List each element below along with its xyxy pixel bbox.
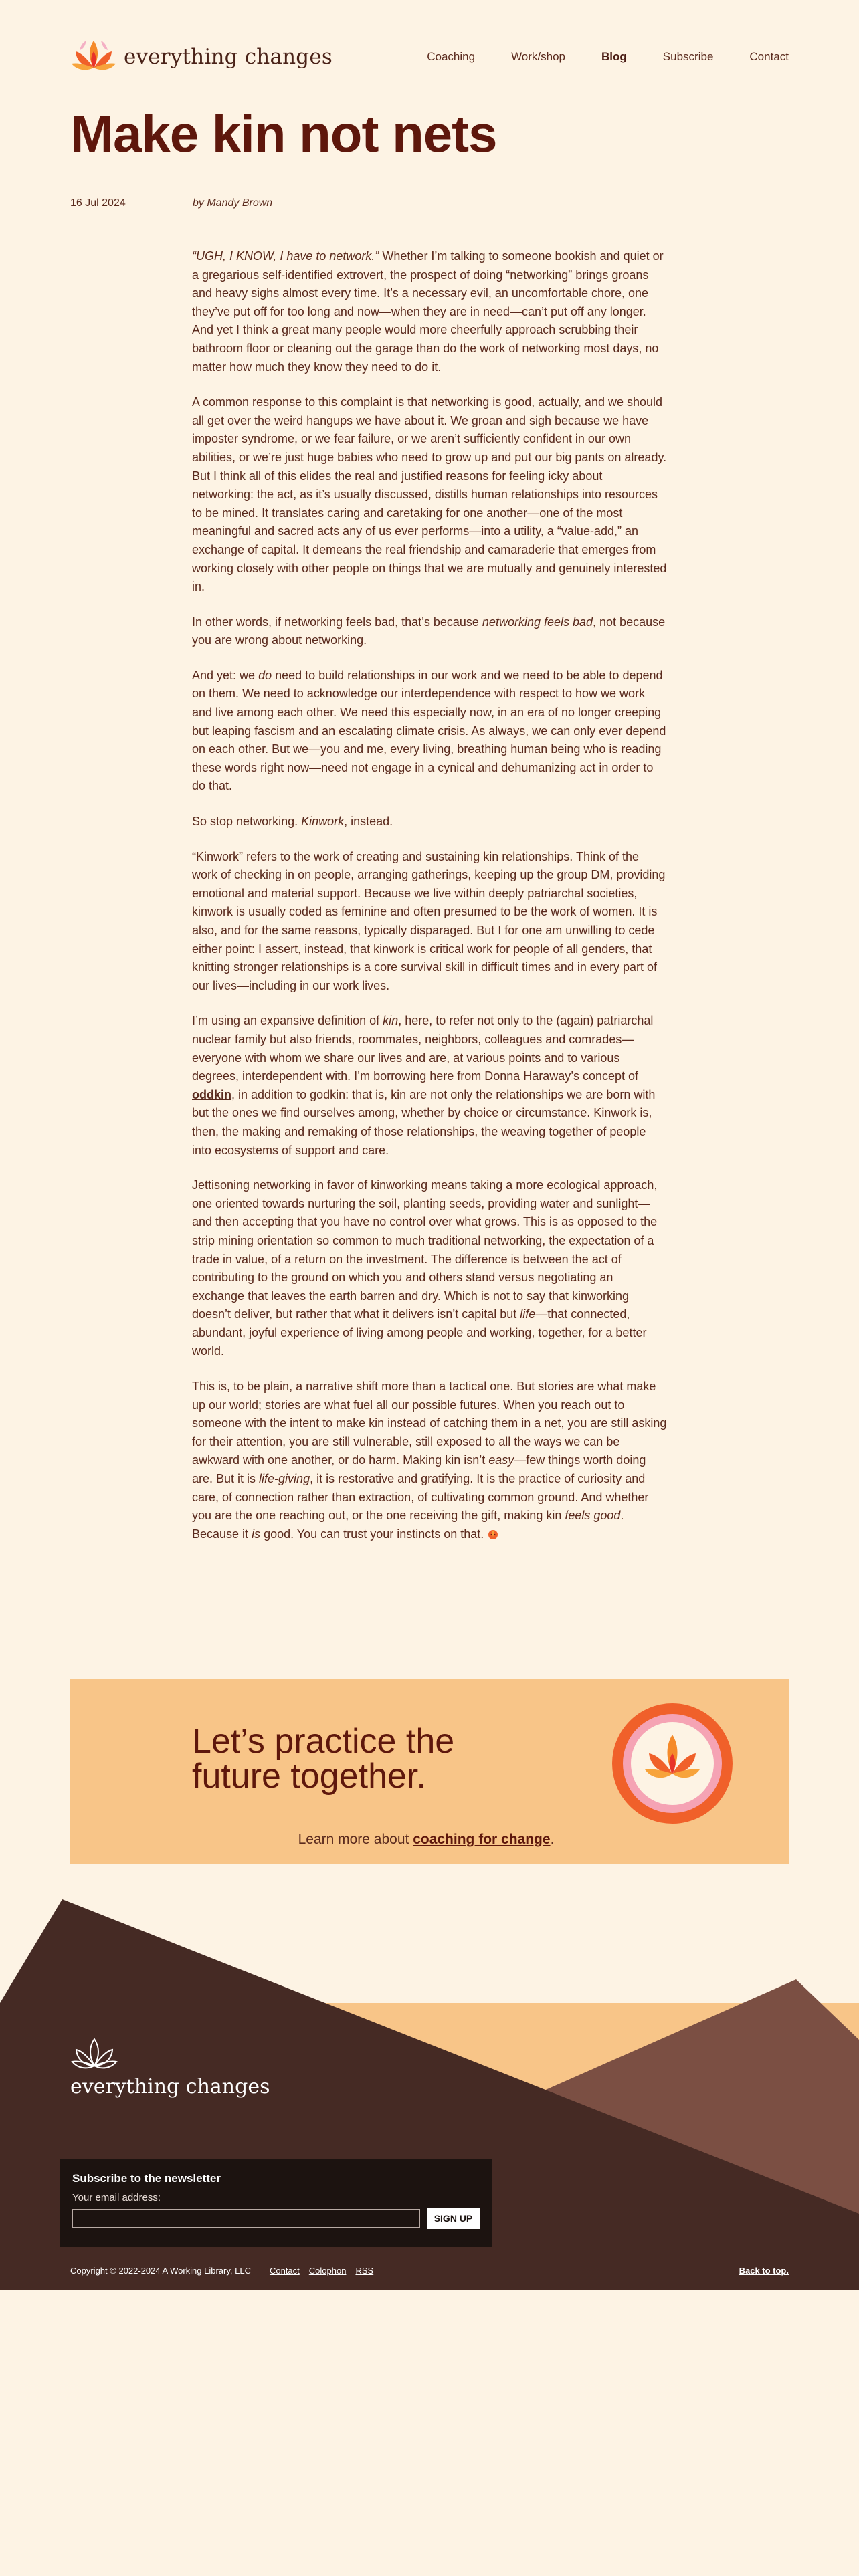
sign-up-button[interactable]: SIGN UP bbox=[427, 2208, 480, 2229]
footer-link-contact[interactable]: Contact bbox=[269, 2266, 300, 2276]
oddkin-link[interactable]: oddkin bbox=[192, 1087, 231, 1101]
paragraph-6: “Kinwork” refers to the work of creating and sustaining kin relationships. Think of the work of checking in on people, arranging gatherings, keeping up the group DM, providing emotional and material support. Because we live within deeply patriarchal societies, kinwork is usually coded as feminine and often presumed to be the work of women. It is also, and for the same reasons, typically disparaged. But I for one am unwilling to cede either point: I assert, instead, that kinwork is critical work for people of all genders, that knitting stronger relationships is a core survival skill in difficult times and in every part of our lives—including in our work lives. bbox=[192, 849, 666, 992]
cta-banner bbox=[70, 1679, 789, 1864]
lotus-badge-icon bbox=[610, 1701, 735, 1826]
main-nav bbox=[427, 50, 789, 64]
paragraph-7: I’m using an expansive definition of kin, here, to refer not only to the (again) patriarchal nuclear family but also friends, roommates, neighbors, colleagues and comrades—everyone with whom we share our lives and are, at various points and to various degrees, interdependent with. I’m borrowing here from Donna Haraway’s concept of oddkin, in addition to godkin: that is, kin are not only the relationships we are born with but the ones we find ourselves among, whether by choice or circumstance. Kinwork is, then, the making and remaking of those relationships, the weaving together of people into ecosystems of support and care. bbox=[192, 1014, 656, 1157]
newsletter-row bbox=[72, 2209, 480, 2229]
footer-link-colophon[interactable]: Colophon bbox=[308, 2266, 347, 2276]
nav-subscribe[interactable]: Subscribe bbox=[662, 50, 714, 63]
footer-links bbox=[270, 2266, 373, 2276]
email-input[interactable] bbox=[72, 2209, 420, 2228]
paragraph-9: This is, to be plain, a narrative shift more than a tactical one. But stories are what make up our world; stories are what fuel all our possible futures. When you reach out to someone with the intent to make kin instead of catching them in a net, you are still asking for their attention, you are still vulnerable, still exposed to all the ways we can be awkward with one another, or do harm. Making kin isn’t easy—few things worth doing are. But it is life-giving, it is restorative and gratifying. It is the practice of curiosity and care, of connection rather than extraction, of cultivating common ground. And whether you are the one reaching out, or the one receiving the gift, making kin feels good. Because it is good. You can trust your instincts on that. bbox=[192, 1380, 667, 1541]
lotus-outline-icon bbox=[70, 2036, 118, 2071]
newsletter-form bbox=[60, 2159, 492, 2247]
post-title: Make kin not nets bbox=[70, 104, 497, 163]
site-footer bbox=[0, 1899, 859, 2290]
post-body bbox=[192, 247, 667, 1560]
nav-contact[interactable]: Contact bbox=[749, 50, 789, 63]
cta-text: Learn more about coaching for change. bbox=[298, 1832, 555, 1847]
lotus-icon bbox=[70, 38, 117, 76]
nav-coaching[interactable]: Coaching bbox=[427, 50, 476, 63]
paragraph-4: And yet: we do need to build relationships in our work and we need to be able to depend on them. We need to acknowledge our interdependence with respect to how we work and live among each other. We need this especially now, in an era of no longer creeping but leaping fascism and an escalating climate crisis. As always, we can only ever depend on each other. But we—you and me, every living, breathing human being who is reading these words right now—need not engage in a cynical and dehumanizing act in order to do that. bbox=[192, 668, 666, 793]
paragraph-2: A common response to this complaint is that networking is good, actually, and we should all get over the weird hangups we have about it. We groan and sigh because we have imposter syndrome, or we fear failure, or we aren’t sufficiently confident in our own abilities, or we’re just huge babies who need to grow up and put our big pants on already. But I think all of this elides the real and justified reasons for feeling icky about networking: the act, as it’s usually discussed, distills human relationships into resources to be mined. It translates caring and caretaking for one another—one of the most meaningful and sacred acts any of us ever performs—into a utility, a “value-add,” an exchange of capital. It demeans the real friendship and camaraderie that emerges from working closely with other people on things that we are mutually and genuinely interested in. bbox=[192, 395, 667, 594]
nav-blog[interactable]: Blog bbox=[601, 50, 627, 63]
footer-bottom bbox=[70, 2266, 789, 2276]
footer-logo[interactable] bbox=[70, 2036, 270, 2099]
post-date: 16 Jul 2024 bbox=[70, 197, 126, 209]
email-label: Your email address: bbox=[72, 2192, 161, 2204]
end-mark-icon bbox=[487, 1528, 499, 1540]
back-to-top-link[interactable]: Back to top. bbox=[739, 2266, 789, 2276]
site-name: everything changes bbox=[124, 45, 333, 69]
cta-heading: Let’s practice the future together. bbox=[192, 1722, 455, 1796]
paragraph-8: Jettisoning networking in favor of kinworking means taking a more ecological approach, one oriented towards nurturing the soil, planting seeds, providing water and sunlight—and then accepting that you have no control over what grows. This is as opposed to the strip mining orientation so common to much traditional networking, the expectation of a trade in value, of a return on the investment. The difference is between the act of contributing to the ground on which you and others stand versus negotiating an exchange that leaves the earth barren and dry. Which is not to say that kinworking doesn’t deliver, but rather that what it delivers isn’t capital but life—that connected, abundant, joyful experience of living among people and working, together, for a better world. bbox=[192, 1178, 658, 1358]
site-logo[interactable] bbox=[70, 38, 332, 76]
footer-link-rss[interactable]: RSS bbox=[355, 2266, 374, 2276]
copyright: Copyright © 2022-2024 A Working Library, LLC bbox=[70, 2266, 251, 2276]
footer-site-name: everything changes bbox=[70, 2075, 270, 2099]
newsletter-title: Subscribe to the newsletter bbox=[72, 2172, 221, 2185]
post-author: by Mandy Brown bbox=[193, 197, 273, 209]
paragraph-5: So stop networking. Kinwork, instead. bbox=[192, 815, 393, 829]
post-meta bbox=[70, 197, 472, 209]
nav-workshop[interactable]: Work/shop bbox=[511, 50, 566, 63]
site-header bbox=[70, 27, 789, 87]
paragraph-1: “UGH, I KNOW, I have to network.” Whether I’m talking to someone bookish and quiet or a gregarious self-identified extrovert, the prospect of doing “networking” brings groans and heavy sighs almost every time. It’s a necessary evil, an uncomfortable chore, one they’ve put off for too long and now—when they are in need—can’t put off any longer. And yet I think a great many people would more cheerfully approach scrubbing their bathroom floor or cleaning out the garage than do the work of networking most days, no matter how much they know they need to do it. bbox=[192, 249, 664, 374]
coaching-for-change-link[interactable]: coaching for change bbox=[413, 1832, 551, 1847]
paragraph-3: In other words, if networking feels bad, that’s because networking feels bad, not because you are wrong about networking. bbox=[192, 615, 666, 647]
